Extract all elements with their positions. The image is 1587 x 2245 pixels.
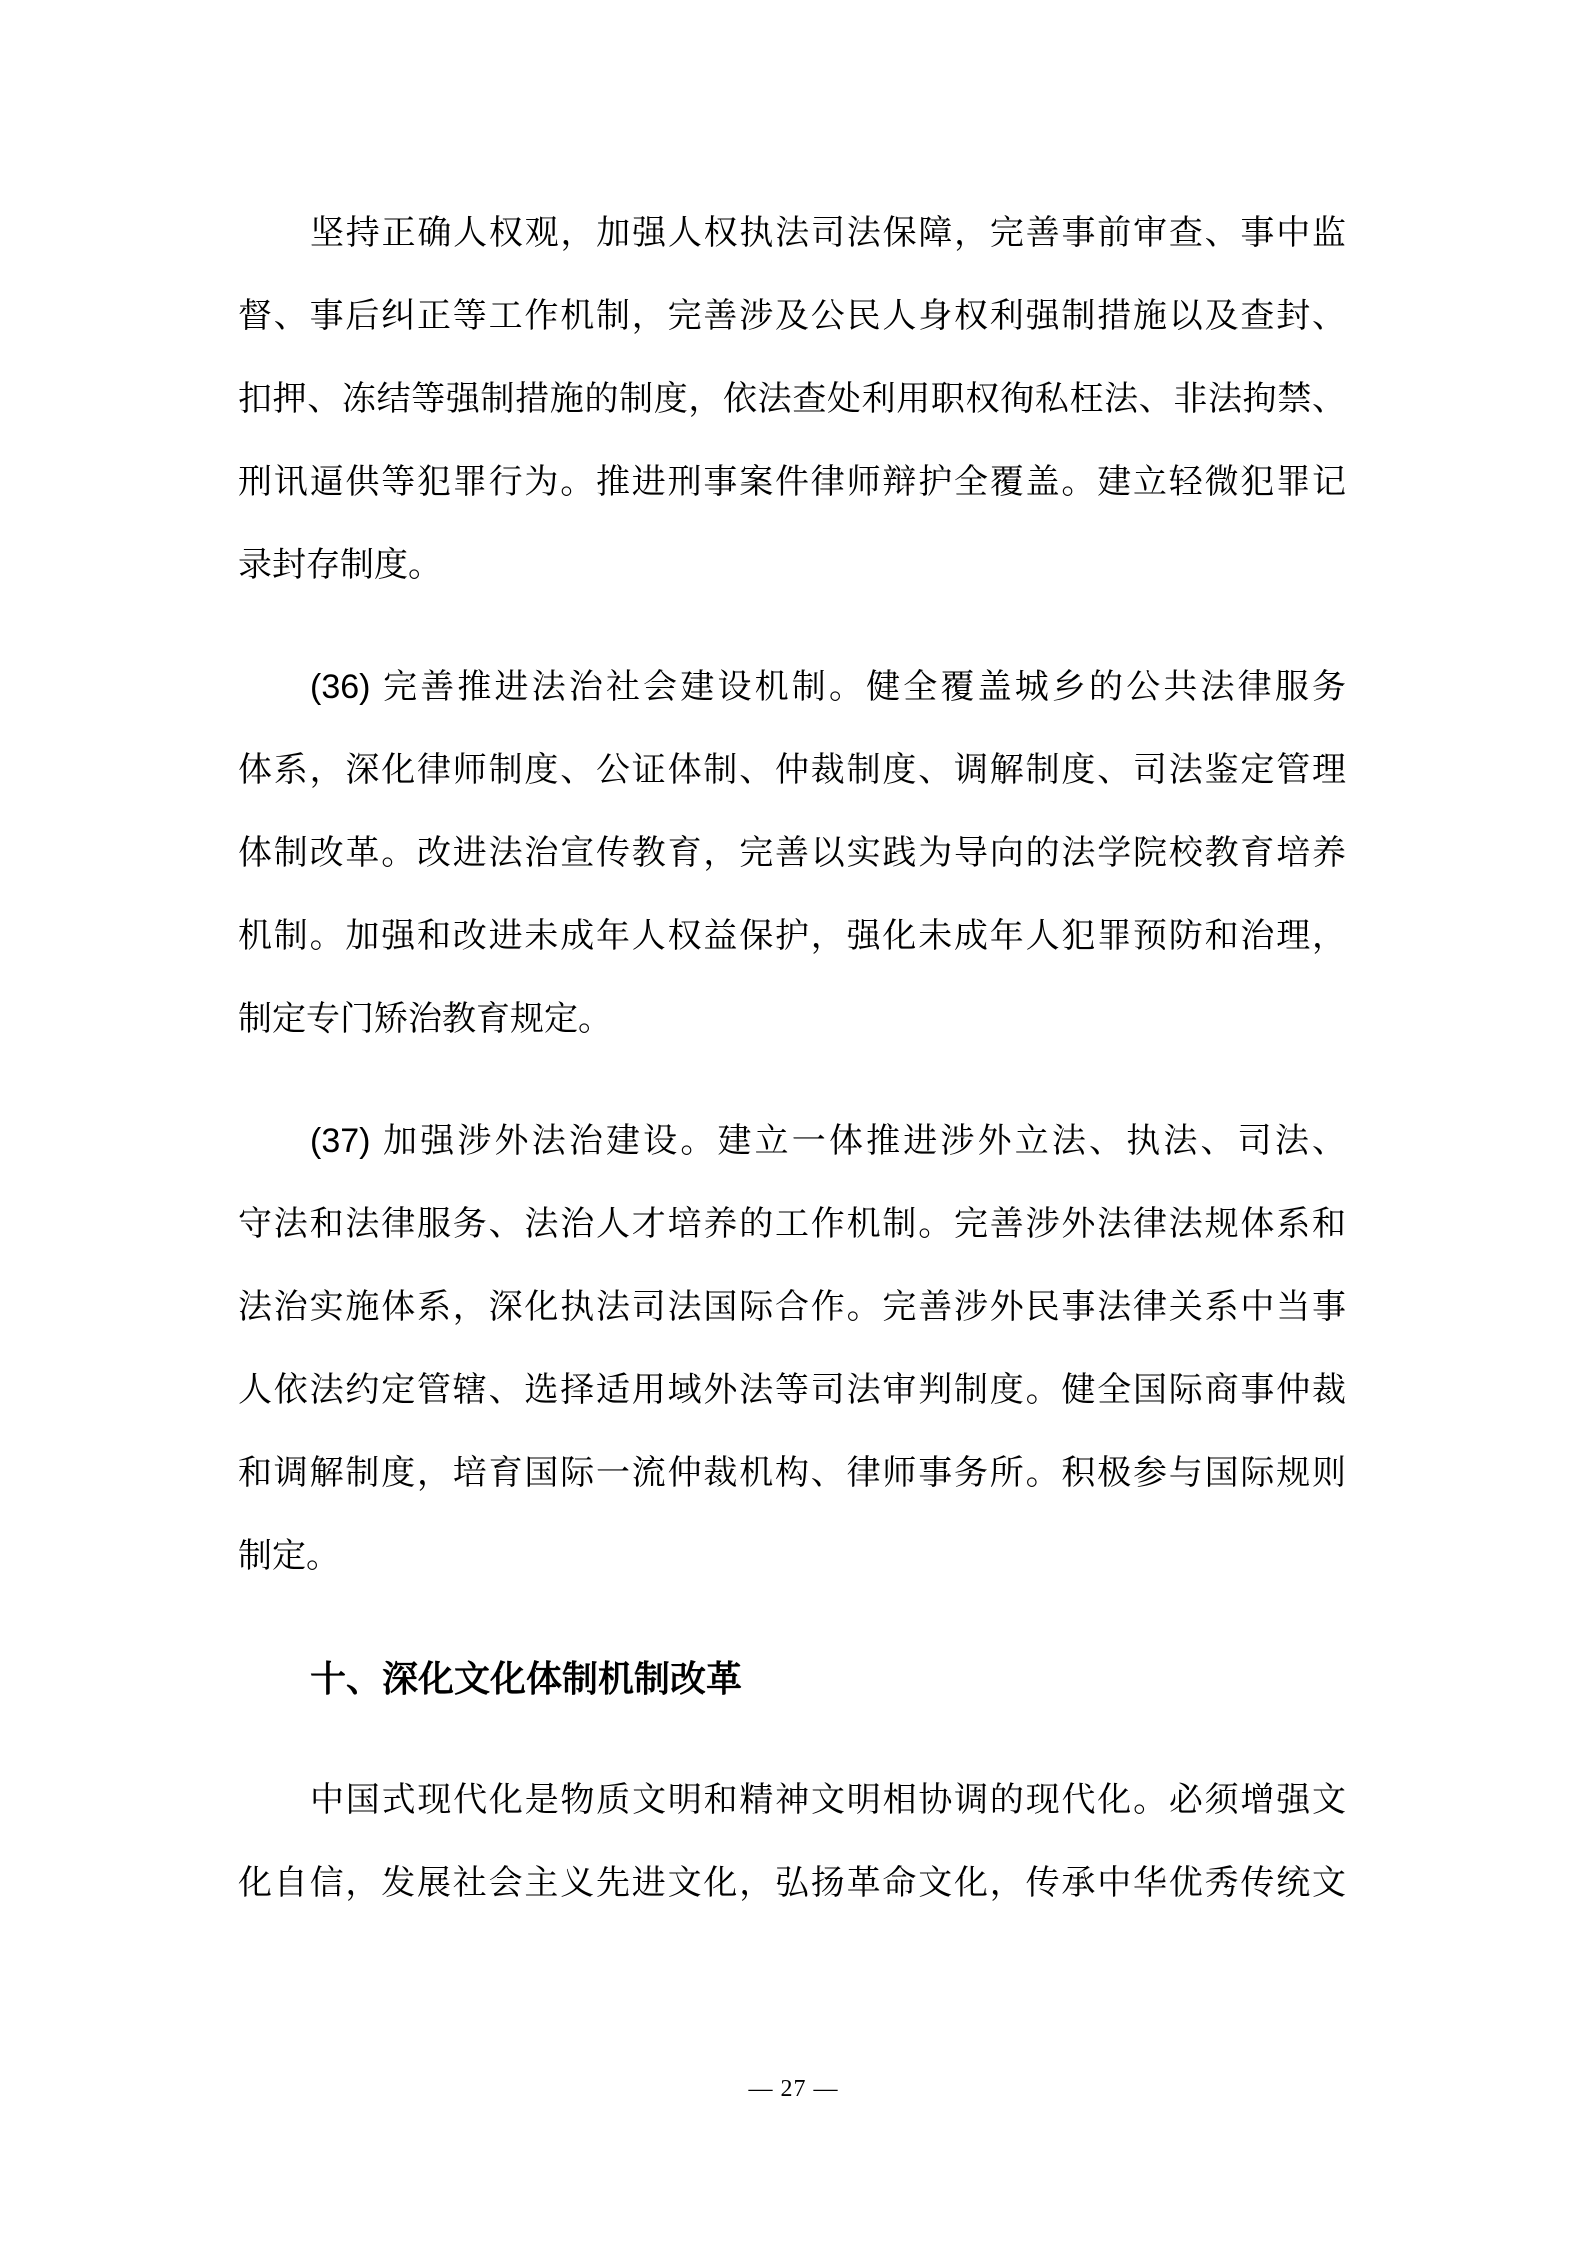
text-line: 制定专门矫治教育规定。 xyxy=(238,1000,612,1038)
text-line: 制定。 xyxy=(238,1537,340,1575)
paragraph-36 xyxy=(238,646,1346,1061)
section-heading-10: 十、深化文化体制机制改革 xyxy=(310,1658,743,1699)
text-line: 人依法约定管辖、选择适用域外法等司法审判制度。健全国际商事仲裁 xyxy=(238,1371,1346,1409)
text-line: 法治实施体系，深化执法司法国际合作。完善涉外民事法律关系中当事 xyxy=(238,1288,1346,1326)
document-body xyxy=(238,192,1346,1925)
page-number: — 27 — xyxy=(748,2076,839,2102)
paragraph-culture-intro xyxy=(238,1759,1346,1925)
text-line: 扣押、冻结等强制措施的制度，依法查处利用职权徇私枉法、非法拘禁、 xyxy=(238,380,1346,418)
text-line: 督、事后纠正等工作机制，完善涉及公民人身权利强制措施以及查封、 xyxy=(238,297,1346,335)
text-line: 化自信，发展社会主义先进文化，弘扬革命文化，传承中华优秀传统文 xyxy=(238,1864,1346,1902)
text-line: 体制改革。改进法治宣传教育，完善以实践为导向的法学院校教育培养 xyxy=(238,834,1346,872)
text-line: 中国式现代化是物质文明和精神文明相协调的现代化。必须增强文 xyxy=(310,1781,1346,1819)
text-line: (37) 加强涉外法治建设。建立一体推进涉外立法、执法、司法、 xyxy=(310,1122,1346,1160)
paragraph-37 xyxy=(238,1100,1346,1598)
text-line: 坚持正确人权观，加强人权执法司法保障，完善事前审查、事中监 xyxy=(310,214,1346,252)
text-line: 守法和法律服务、法治人才培养的工作机制。完善涉外法律法规体系和 xyxy=(238,1205,1346,1243)
text-line: 录封存制度。 xyxy=(238,546,442,584)
text-line: 机制。加强和改进未成年人权益保护，强化未成年人犯罪预防和治理， xyxy=(238,917,1346,955)
text-line: 刑讯逼供等犯罪行为。推进刑事案件律师辩护全覆盖。建立轻微犯罪记 xyxy=(238,463,1346,501)
text-line: 和调解制度，培育国际一流仲裁机构、律师事务所。积极参与国际规则 xyxy=(238,1454,1346,1492)
text-line: (36) 完善推进法治社会建设机制。健全覆盖城乡的公共法律服务 xyxy=(310,668,1346,706)
text-line: 体系，深化律师制度、公证体制、仲裁制度、调解制度、司法鉴定管理 xyxy=(238,751,1346,789)
paragraph-human-rights xyxy=(238,192,1346,607)
